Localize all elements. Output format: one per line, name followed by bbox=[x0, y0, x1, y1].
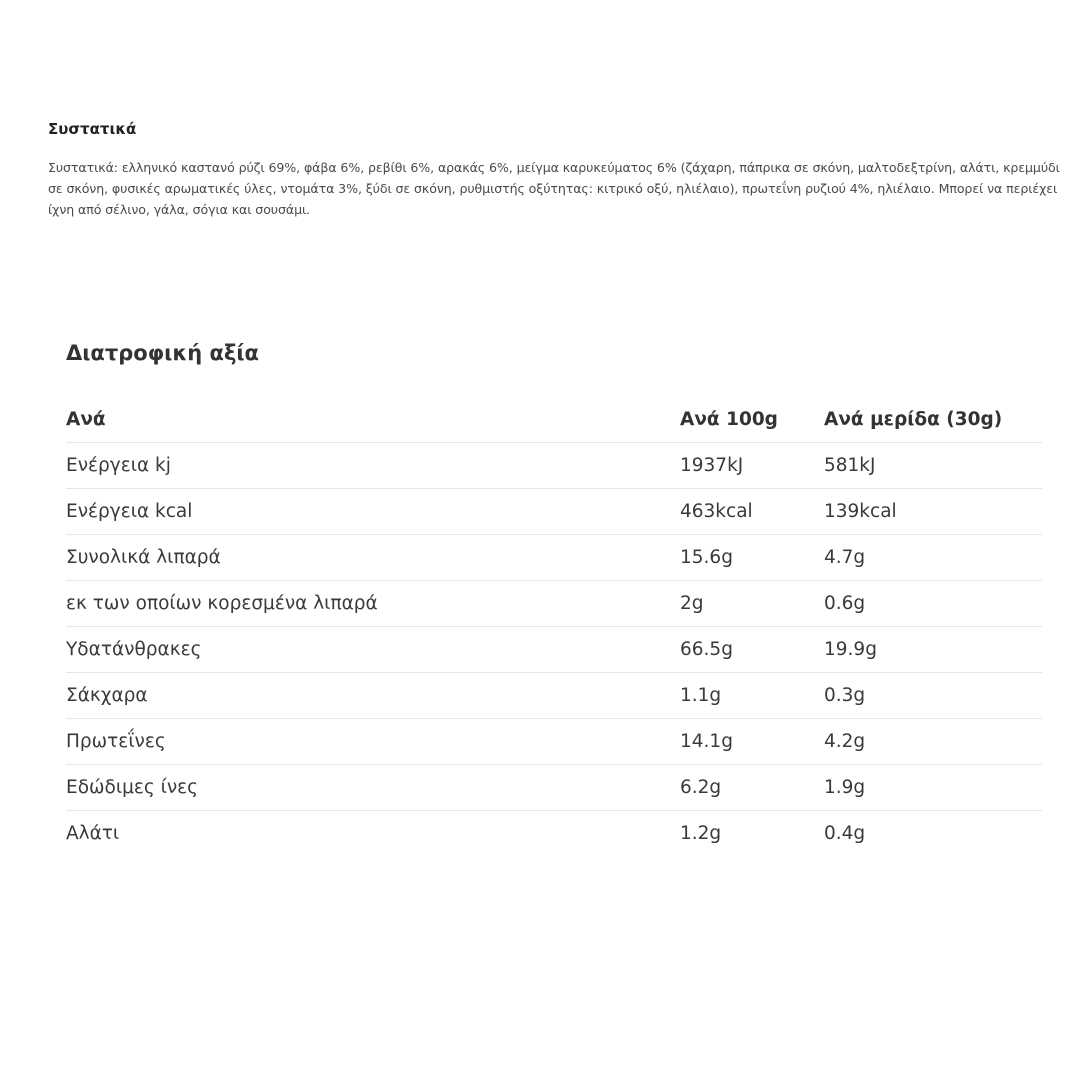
per-100g-value: 2g bbox=[680, 581, 824, 627]
table-row bbox=[66, 581, 1042, 627]
per-serving-value: 0.4g bbox=[824, 823, 866, 844]
per-100g-value: 66.5g bbox=[680, 627, 824, 673]
nutrient-label: Αλάτι bbox=[66, 823, 120, 844]
per-serving-value: 0.3g bbox=[824, 673, 1042, 719]
per-100g-value: 15.6g bbox=[680, 535, 824, 581]
per-serving-value: 4.7g bbox=[824, 535, 1042, 581]
per-100g-value: 1.2g bbox=[680, 823, 722, 844]
per-serving-value: 19.9g bbox=[824, 627, 1042, 673]
table-row bbox=[66, 443, 1042, 489]
nutrient-label: Ενέργεια kcal bbox=[66, 489, 680, 535]
nutrient-label: Υδατάνθρακες bbox=[66, 627, 680, 673]
per-serving-value: 1.9g bbox=[824, 765, 1042, 811]
header-per-100g: Ανά 100g bbox=[680, 396, 824, 443]
nutrient-label: Ενέργεια kj bbox=[66, 443, 680, 489]
header-per-serving: Ανά μερίδα (30g) bbox=[824, 396, 1042, 443]
nutrient-label: Εδώδιμες ίνες bbox=[66, 765, 680, 811]
table-row bbox=[66, 673, 1042, 719]
table-row bbox=[66, 765, 1042, 811]
nutrient-label: εκ των οποίων κορεσμένα λιπαρά bbox=[66, 581, 680, 627]
table-row bbox=[66, 811, 1042, 857]
per-100g-value: 14.1g bbox=[680, 719, 824, 765]
per-serving-value: 139kcal bbox=[824, 489, 1042, 535]
nutrient-label: Πρωτεΐνες bbox=[66, 719, 680, 765]
table-row bbox=[66, 535, 1042, 581]
nutrient-label: Συνολικά λιπαρά bbox=[66, 535, 680, 581]
ingredients-text: Συστατικά: ελληνικό καστανό ρύζι 69%, φάβα 6%, ρεβίθι 6%, αρακάς 6%, μείγμα καρυκεύματος 6% (ζάχαρη, πάπρικα σε σκόνη, μαλτοδεξτρίνη, αλάτι, κρεμμύδι σε σκόνη, φυσικές αρωματικές ύλες, ντομάτα 3%, ξύδι σε σκόνη, ρυθμιστής οξύτητας: κιτρικό οξύ, ηλιέλαιο), πρωτεΐνη ρυζιού 4%, ηλιέλαιο. Μπορεί να περιέχει ίχνη από σέλινο, γάλα, σόγια και σουσάμι. bbox=[48, 160, 1060, 217]
nutrition-section bbox=[66, 336, 1042, 856]
table-row bbox=[66, 719, 1042, 765]
per-100g-value: 463kcal bbox=[680, 489, 824, 535]
per-100g-value: 1.1g bbox=[680, 673, 824, 719]
table-row bbox=[66, 489, 1042, 535]
per-serving-value: 581kJ bbox=[824, 443, 1042, 489]
nutrition-title: Διατροφική αξία bbox=[66, 341, 259, 365]
header-nutrient: Ανά bbox=[66, 396, 680, 443]
per-serving-value: 4.2g bbox=[824, 719, 1042, 765]
per-100g-value: 6.2g bbox=[680, 765, 824, 811]
table-header-row bbox=[66, 396, 1042, 443]
ingredients-section bbox=[48, 118, 1072, 220]
per-100g-value: 1937kJ bbox=[680, 443, 824, 489]
table-row bbox=[66, 627, 1042, 673]
nutrition-table bbox=[66, 396, 1042, 856]
per-serving-value: 0.6g bbox=[824, 581, 1042, 627]
ingredients-title: Συστατικά bbox=[48, 120, 137, 138]
nutrient-label: Σάκχαρα bbox=[66, 673, 680, 719]
